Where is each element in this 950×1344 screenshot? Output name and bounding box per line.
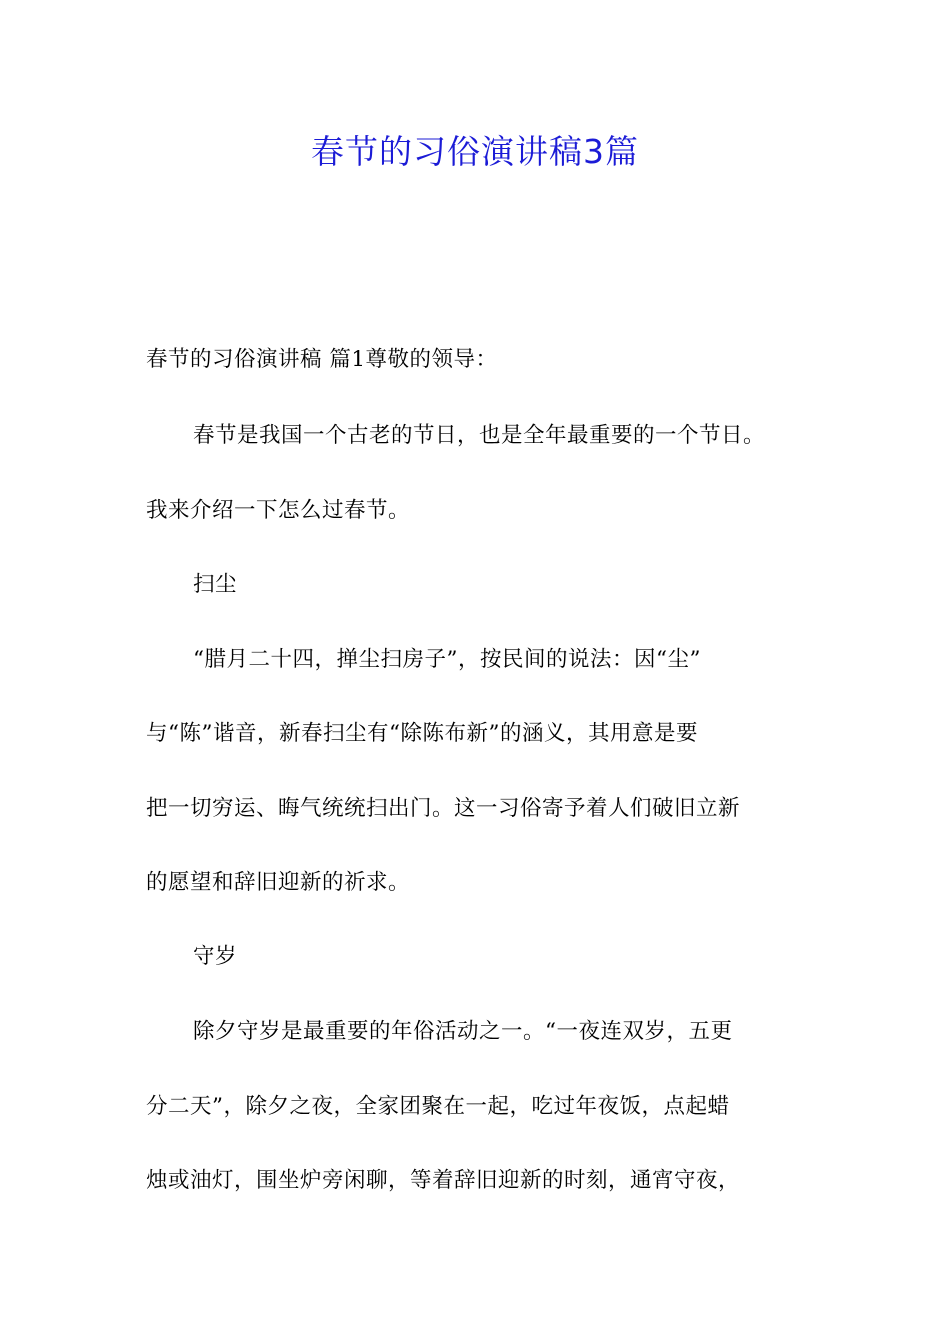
text-line: 把一切穷运、晦气统统扫出门。这一习俗寄予着人们破旧立新	[146, 796, 741, 821]
text-line: 烛或油灯，围坐炉旁闲聊，等着辞旧迎新的时刻，通宵守夜，	[146, 1168, 741, 1193]
text-line: 的愿望和辞旧迎新的祈求。	[146, 870, 411, 895]
text-line-greeting: 春节的习俗演讲稿 篇1尊敬的领导：	[146, 347, 498, 372]
text-line: 我来介绍一下怎么过春节。	[146, 498, 411, 523]
text-line: 与“陈”谐音，新春扫尘有“除陈布新”的涵义，其用意是要	[146, 721, 698, 746]
text-line: 分二天”，除夕之夜，全家团聚在一起，吃过年夜饭，点起蜡	[146, 1094, 730, 1119]
section-heading-shousui: 守岁	[193, 944, 238, 969]
text-line: “腊月二十四，掸尘扫房子”，按民间的说法：因“尘”	[193, 647, 701, 672]
document-title: 春节的习俗演讲稿3篇	[311, 132, 639, 171]
section-heading-sweeping: 扫尘	[193, 572, 238, 597]
text-line: 除夕守岁是最重要的年俗活动之一。“一夜连双岁，五更	[193, 1019, 733, 1044]
text-line: 春节是我国一个古老的节日，也是全年最重要的一个节日。	[193, 423, 766, 448]
